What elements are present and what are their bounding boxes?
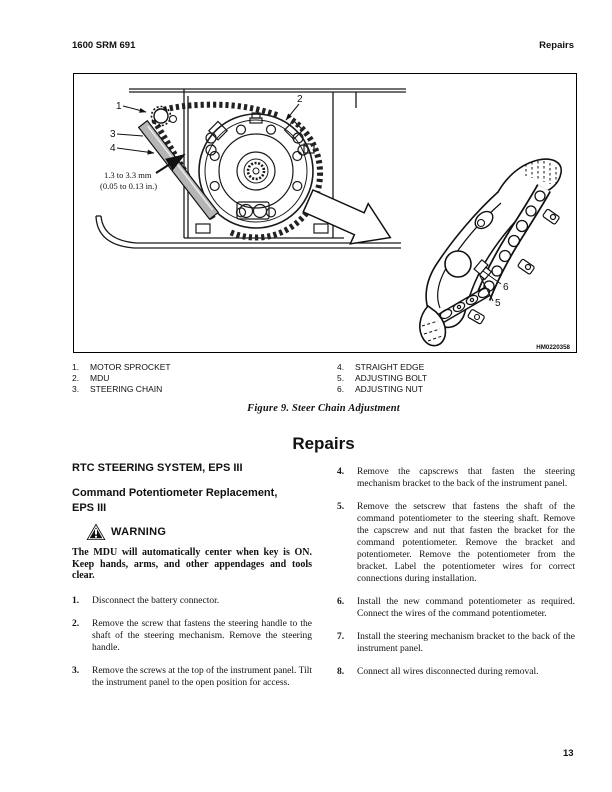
figure-callouts-right bbox=[495, 282, 509, 309]
legend-item bbox=[337, 362, 427, 373]
step-number: 1. bbox=[72, 595, 80, 606]
legend-num: 1. bbox=[72, 362, 80, 372]
figure-legend-left bbox=[72, 362, 171, 395]
step-text: Remove the screws at the top of the instrument panel. Tilt the instrument panel to the open position for access. bbox=[92, 665, 312, 688]
warning-text: The MDU will automatically center when key is ON. Keep hands, arms, and other appendages and tools clear. bbox=[72, 547, 312, 581]
page-number: 13 bbox=[563, 748, 574, 759]
measurement-mm: 1.3 to 3.3 mm bbox=[104, 170, 152, 180]
figure-callouts-left bbox=[110, 94, 303, 154]
callout-2: 2 bbox=[297, 94, 303, 105]
step-item bbox=[337, 501, 575, 585]
step-number: 5. bbox=[337, 502, 345, 512]
legend-item bbox=[337, 373, 427, 384]
step-number: 2. bbox=[72, 618, 80, 629]
steer-chain-diagram bbox=[74, 74, 576, 352]
header-section-name: Repairs bbox=[539, 40, 574, 51]
measurement-label bbox=[100, 170, 157, 191]
callout-3: 3 bbox=[110, 129, 116, 140]
warning-icon bbox=[86, 523, 106, 541]
legend-num: 4. bbox=[337, 362, 345, 372]
procedure-heading: Command Potentiometer Replacement, EPS III bbox=[72, 487, 278, 514]
legend-num: 6. bbox=[337, 384, 345, 394]
legend-item bbox=[72, 384, 171, 395]
left-column bbox=[72, 462, 312, 700]
legend-num: 3. bbox=[72, 384, 80, 394]
legend-label: STRAIGHT EDGE bbox=[355, 362, 425, 372]
section-title: Repairs bbox=[292, 434, 355, 453]
detail-arrow-icon bbox=[299, 181, 399, 258]
legend-item bbox=[72, 362, 171, 373]
step-number: 3. bbox=[72, 665, 80, 676]
step-item bbox=[337, 631, 575, 655]
step-item bbox=[337, 466, 575, 490]
measurement-in: (0.05 to 0.13 in.) bbox=[100, 181, 158, 191]
step-number: 4. bbox=[337, 467, 345, 477]
step-text: Remove the setscrew that fastens the shaft of the command potentiometer to the steering shaft. Remove the capscrew and nut that fasten the bracket for the command potentiometer. Remove the bracket and potentiometer. Remove the potentiometer from the bracket. Label the potentiometer wires for correct connections during installation. bbox=[357, 502, 575, 584]
figure-caption: Figure 9. Steer Chain Adjustment bbox=[247, 403, 400, 414]
step-text: Install the steering mechanism bracket to the back of the instrument panel. bbox=[357, 632, 575, 654]
warning-label: WARNING bbox=[111, 526, 167, 538]
figure-legend-right bbox=[337, 362, 427, 395]
callout-6: 6 bbox=[503, 282, 509, 293]
legend-item bbox=[337, 384, 427, 395]
figure-image-code: HM0220358 bbox=[536, 344, 570, 351]
chain-adjuster-detail bbox=[420, 159, 561, 346]
step-number: 6. bbox=[337, 597, 345, 607]
legend-label: ADJUSTING BOLT bbox=[355, 373, 428, 383]
step-item bbox=[72, 618, 312, 654]
legend-label: STEERING CHAIN bbox=[90, 384, 163, 394]
subsection-heading: RTC STEERING SYSTEM, EPS III bbox=[72, 462, 243, 474]
step-item bbox=[337, 596, 575, 620]
right-column bbox=[337, 466, 575, 689]
legend-num: 2. bbox=[72, 373, 80, 383]
callout-1: 1 bbox=[116, 101, 122, 112]
warning-header bbox=[86, 523, 312, 541]
step-text: Remove the capscrews that fasten the steering mechanism bracket to the back of the instrument panel. bbox=[357, 467, 575, 489]
step-text: Remove the screw that fastens the steering handle to the shaft of the steering mechanism. Remove the steering handle. bbox=[92, 618, 312, 653]
step-number: 7. bbox=[337, 632, 345, 642]
legend-label: ADJUSTING NUT bbox=[355, 384, 423, 394]
step-item bbox=[72, 595, 312, 607]
header-document-code: 1600 SRM 691 bbox=[72, 40, 136, 51]
step-text: Install the new command potentiometer as required. Connect the wires of the command potentiometer. bbox=[357, 597, 575, 619]
callout-5: 5 bbox=[495, 298, 501, 309]
legend-item bbox=[72, 373, 171, 384]
step-item bbox=[337, 666, 575, 678]
legend-num: 5. bbox=[337, 373, 345, 383]
figure-steer-chain-adjustment bbox=[73, 73, 577, 353]
step-number: 8. bbox=[337, 667, 345, 677]
legend-label: MOTOR SPROCKET bbox=[90, 362, 171, 372]
step-text: Disconnect the battery connector. bbox=[92, 595, 220, 606]
legend-label: MDU bbox=[90, 373, 110, 383]
callout-4: 4 bbox=[110, 143, 116, 154]
callout-leaders bbox=[117, 104, 299, 173]
step-item bbox=[72, 665, 312, 689]
step-text: Connect all wires disconnected during removal. bbox=[357, 667, 539, 677]
